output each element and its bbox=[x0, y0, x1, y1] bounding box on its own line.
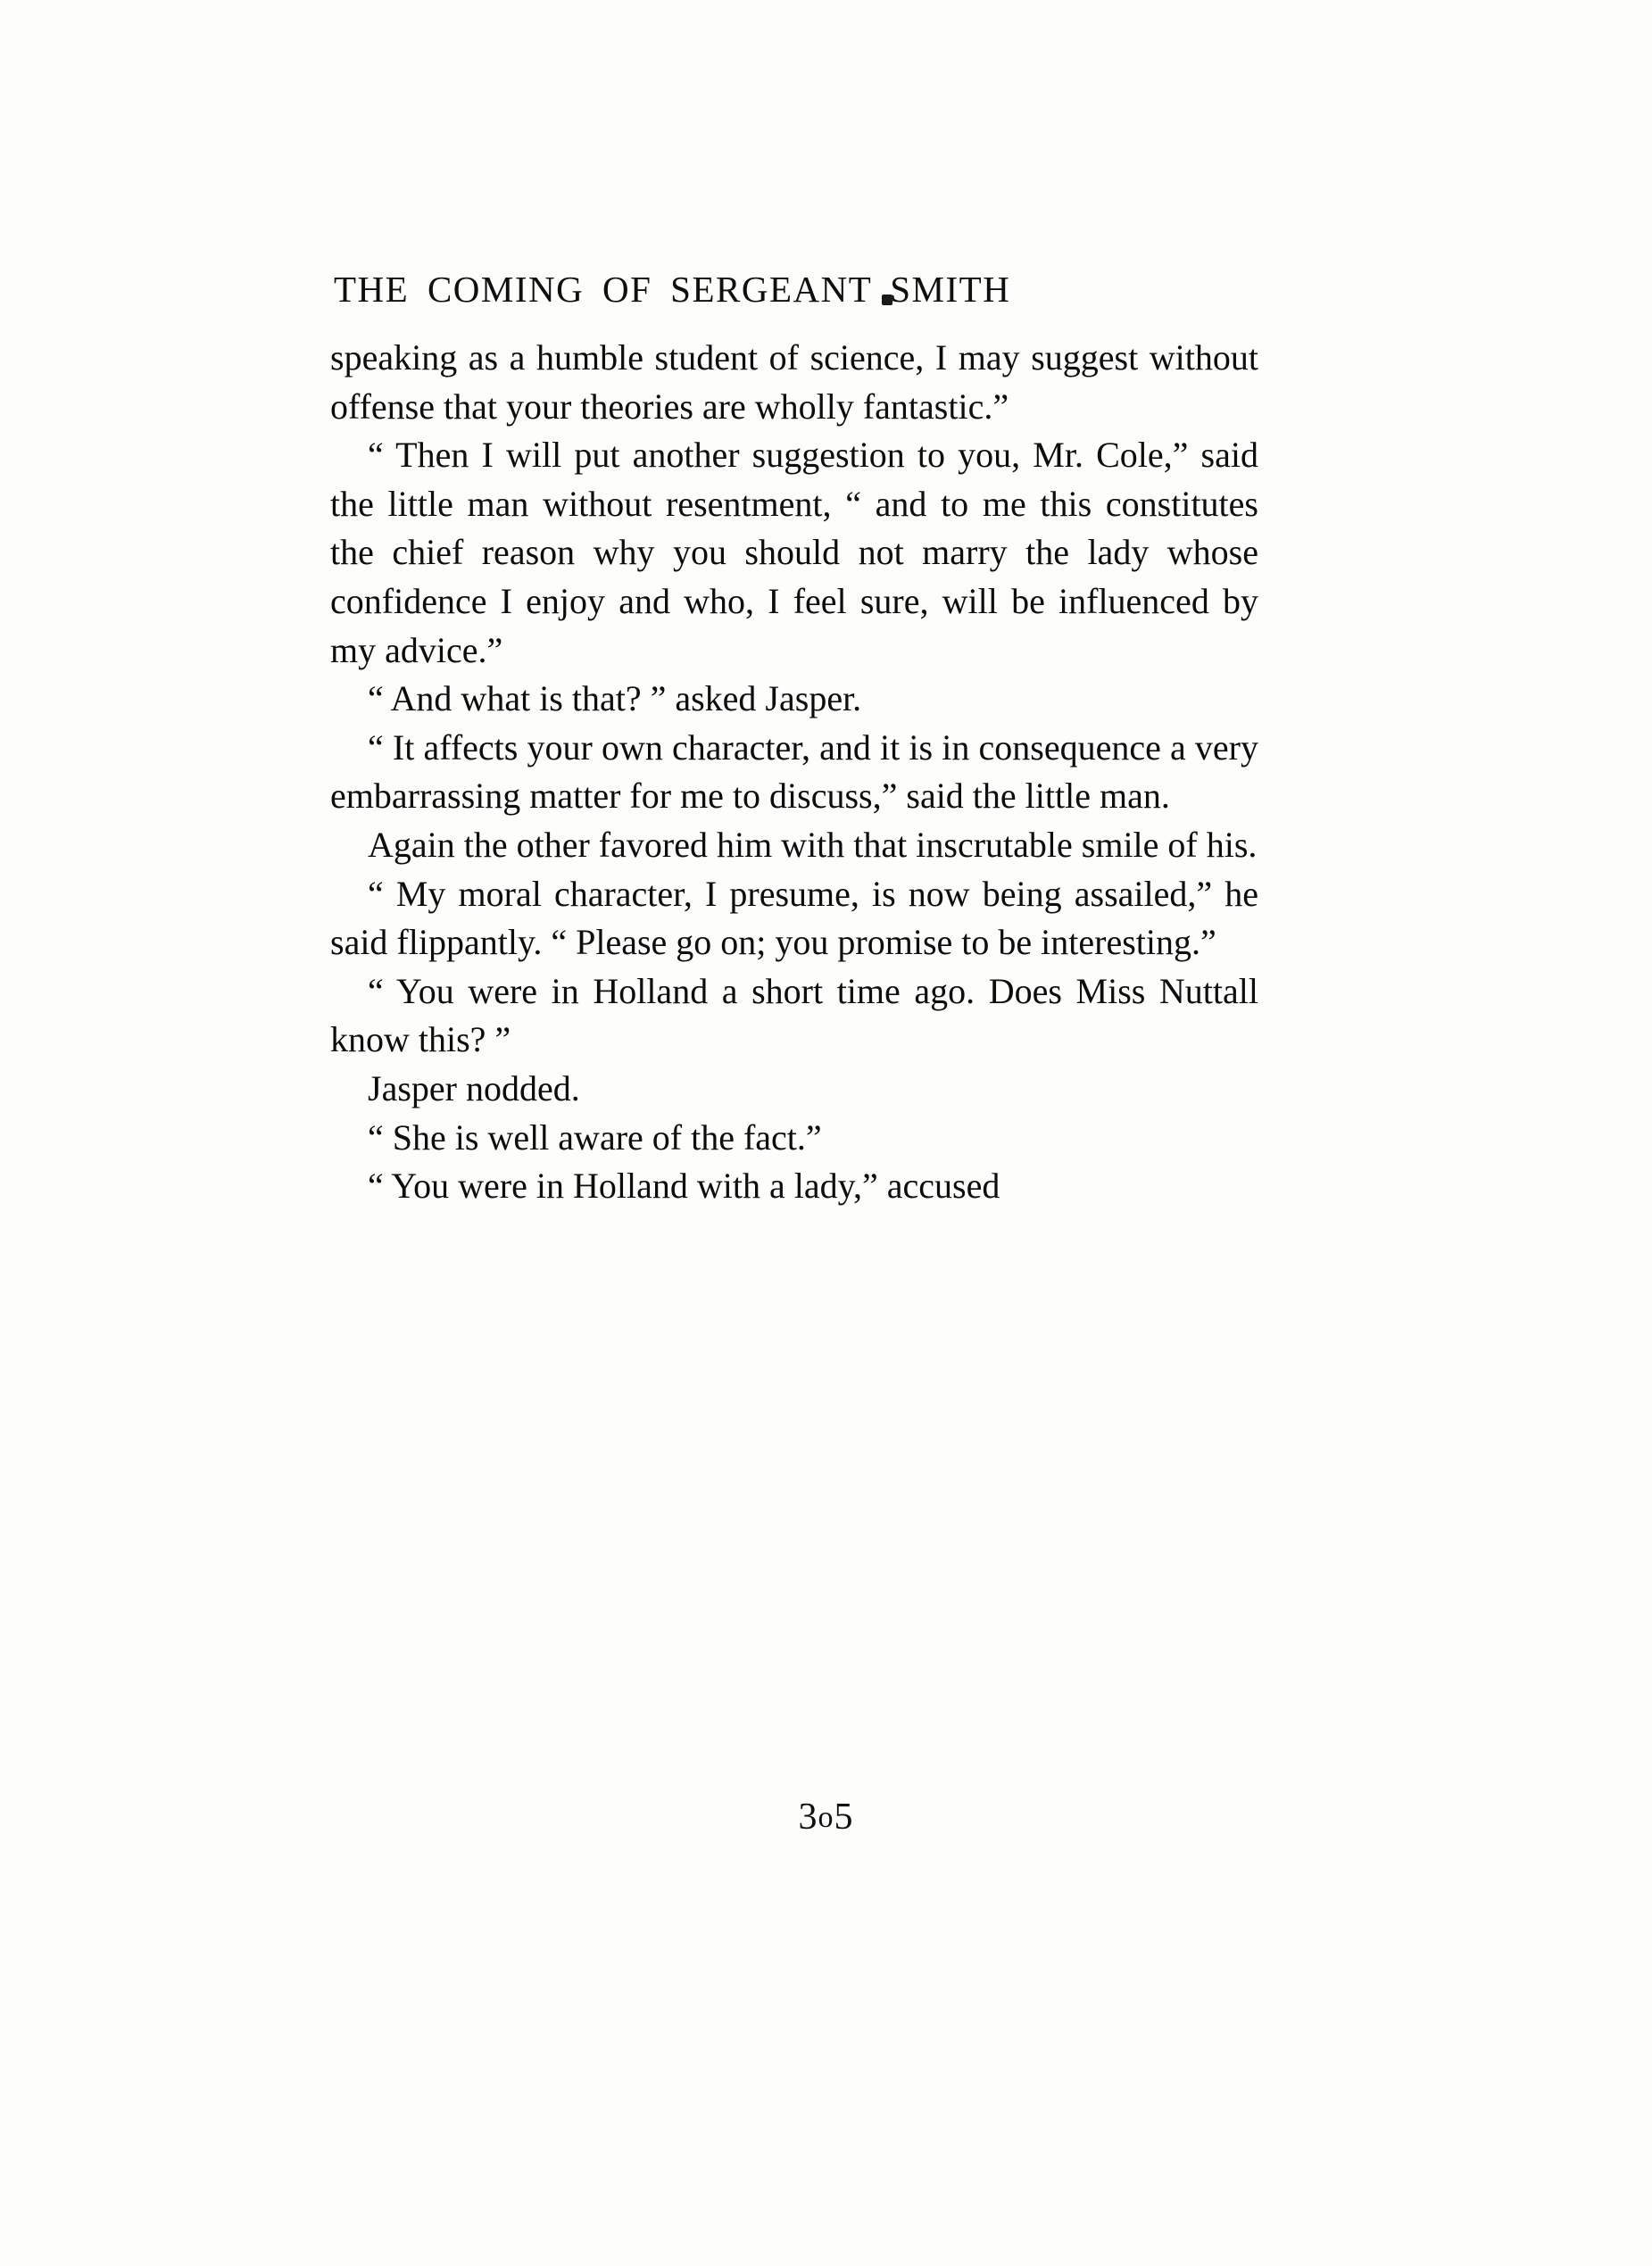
paragraph-10: “ You were in Holland with a lady,” accused bbox=[368, 1166, 1000, 1207]
page-number bbox=[0, 1796, 1652, 1839]
paragraph-8: Jasper nodded. bbox=[368, 1067, 580, 1108]
paragraph-5: Again the other favored him with that inscrutable smile of his. bbox=[368, 824, 1258, 865]
page-number-digit-last: 5 bbox=[834, 1797, 854, 1838]
page-number-digit-first: 3 bbox=[798, 1797, 818, 1838]
page-text-block bbox=[330, 268, 1258, 1211]
paragraph-9: “ She is well aware of the fact.” bbox=[368, 1116, 822, 1158]
paragraph-3: “ And what is that? ” asked Jasper. bbox=[368, 678, 862, 719]
paragraph-6: “ My moral character, I presume, is now being assailed,” he said flippantly. “ Please go on; you promise to be interesting.” bbox=[330, 873, 1258, 963]
paragraph-4: “ It affects your own character, and it is in consequence a very embarrassing matter for me to discuss,” said the little man. bbox=[330, 726, 1258, 817]
running-head: THE COMING OF SERGEANT SMITH bbox=[334, 269, 1011, 310]
paragraph-1: speaking as a humble student of science, I may suggest without offense that your theories are wholly fantastic.” bbox=[330, 337, 1258, 427]
paragraph-7: “ You were in Holland a short time ago. Does Miss Nuttall know this? ” bbox=[330, 970, 1258, 1060]
paragraph-2: “ Then I will put another suggestion to you, Mr. Cole,” said the little man without resentment, “ and to me this constitutes the chief reason why you should not marry the lady whose confidence I enjoy and who, I feel sure, will be influenced by my advice.” bbox=[330, 435, 1258, 670]
page-number-digit-mid: o bbox=[818, 1801, 834, 1834]
